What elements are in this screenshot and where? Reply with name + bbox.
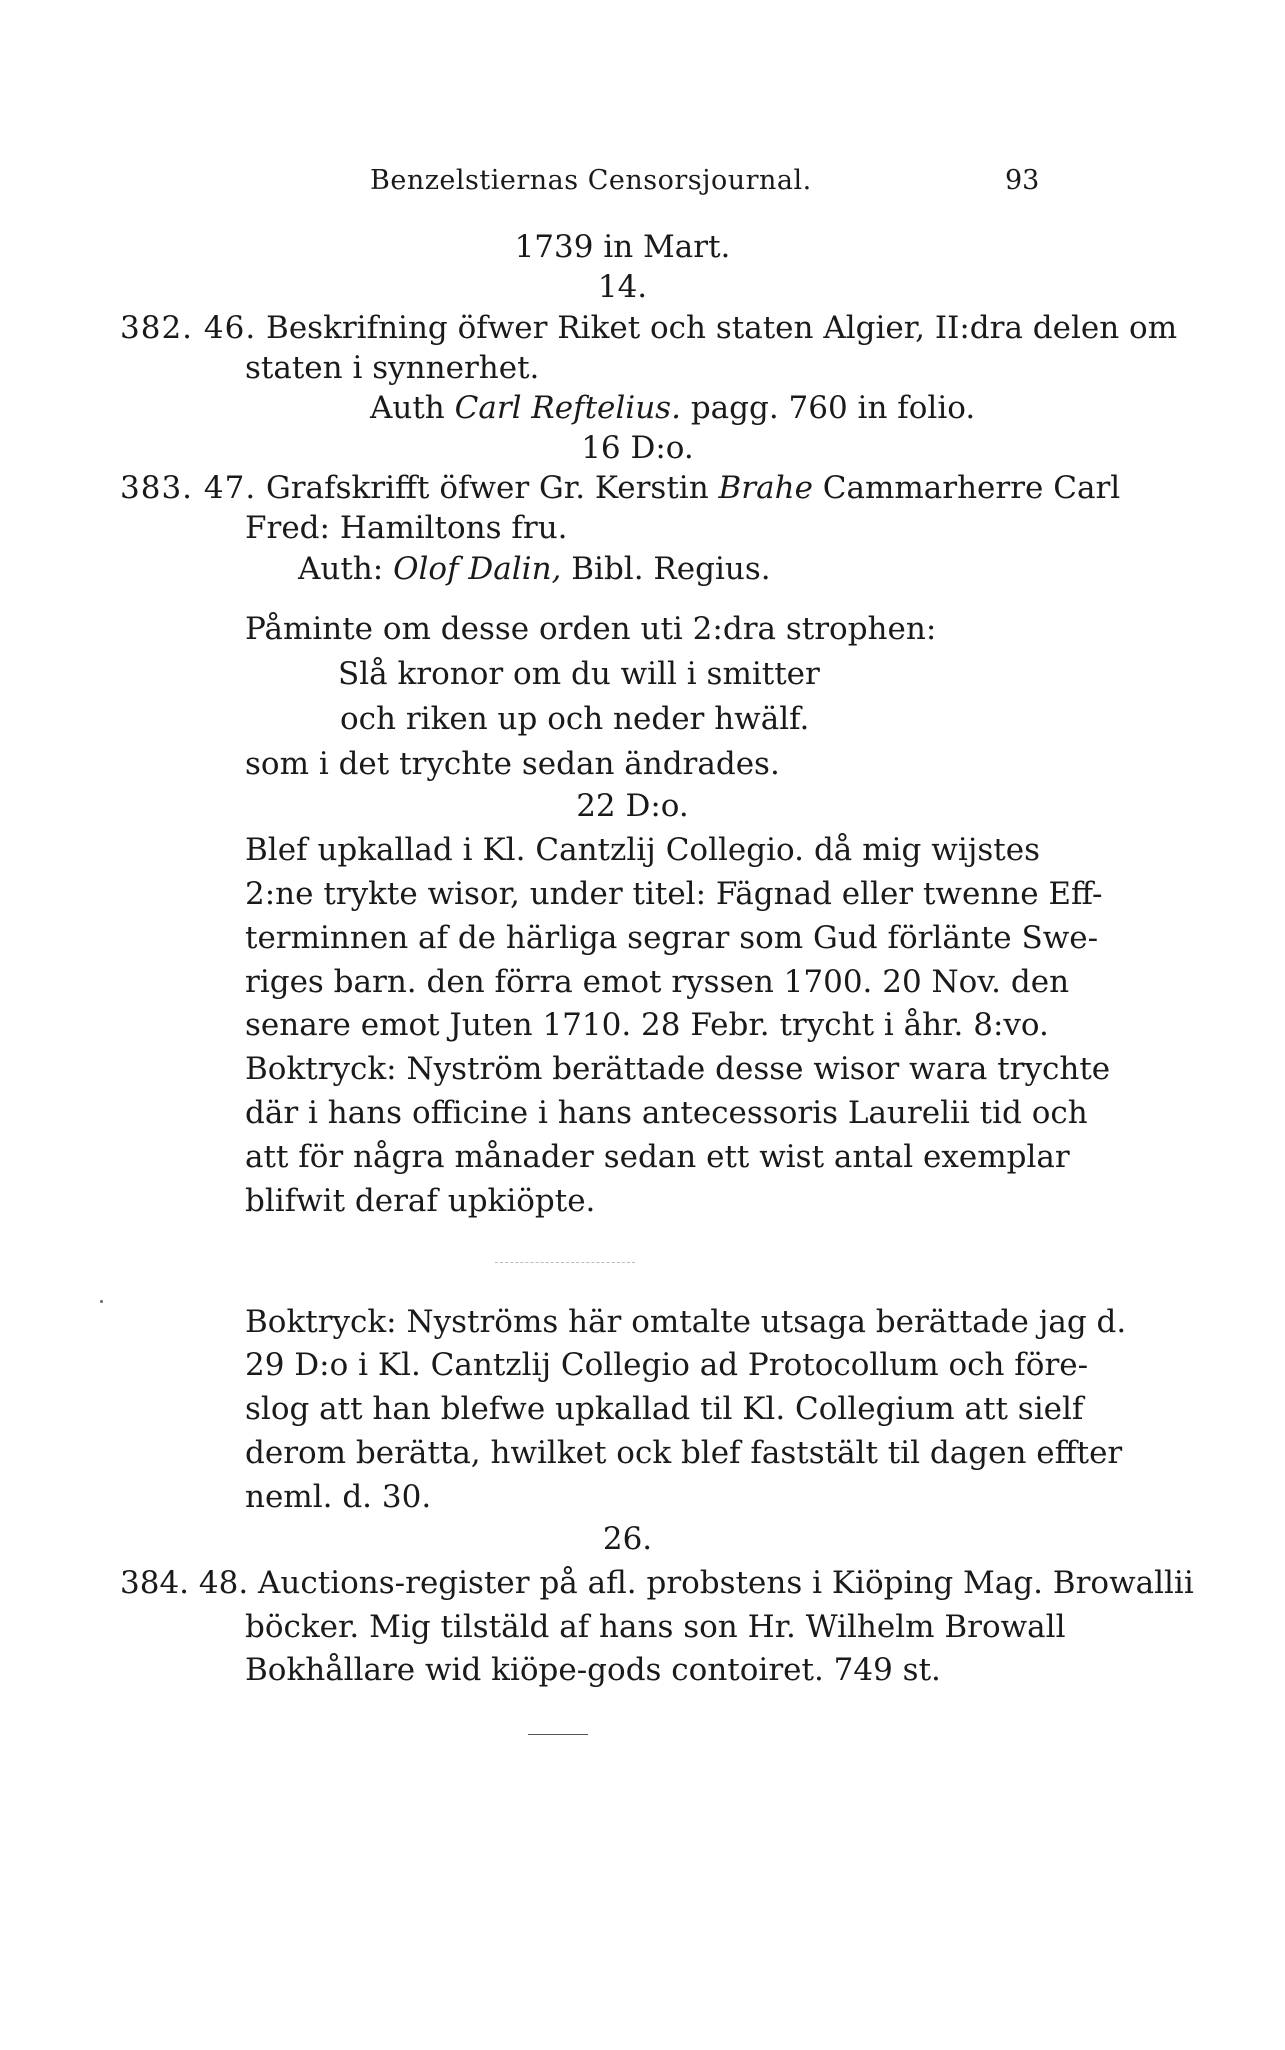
entry-383-remark: Påminte om desse orden uti 2:dra strophen: (245, 611, 937, 647)
para-22-line: där i hans officine i hans antecessoris Laurelii tid och (245, 1095, 1088, 1131)
entry-383-auth-prefix: Auth: (298, 551, 384, 587)
para-22-line: Blef upkallad i Kl. Cantzlij Collegio. då mig wijstes (245, 832, 1040, 868)
para-29-line: slog att han blefwe upkallad til Kl. Collegium att sielf (245, 1391, 1084, 1427)
end-rule (528, 1734, 588, 1735)
para-22-line: riges barn. den förra emot ryssen 1700. 20 Nov. den (245, 964, 1070, 1000)
entry-383-author-line (298, 550, 771, 588)
para-22-line: Boktryck: Nyström berättade desse wisor wara trychte (245, 1051, 1111, 1087)
para-22-line: senare emot Juten 1710. 28 Febr. trycht i åhr. 8:vo. (245, 1007, 1049, 1043)
entry-382-auth-prefix: Auth (370, 390, 445, 426)
para-29-line: derom berätta, hwilket ock blef faststält til dagen effter (245, 1435, 1123, 1471)
entry-383-name: Brahe (718, 470, 813, 506)
para-22-line: 2:ne trykte wisor, under titel: Fägnad eller twenne Eff- (245, 876, 1103, 912)
day-heading-14: 14. (597, 269, 648, 305)
entry-382-number: 382. 46. (120, 310, 257, 346)
separator-rule (495, 1262, 635, 1263)
para-22-last-line: blifwit deraf upkiöpte. (245, 1183, 596, 1219)
day-heading-26: 26. (602, 1521, 653, 1557)
entry-384-line-2: böcker. Mig tilstäld af hans son Hr. Wilhelm Browall (245, 1609, 1066, 1645)
entry-383-line-2: Fred: Hamiltons fru. (245, 510, 568, 546)
entry-383-library: Bibl. Regius. (571, 551, 771, 587)
entry-383-number: 383. 47. (120, 470, 257, 506)
day-heading-16: 16 D:o. (581, 430, 694, 466)
entry-382-line-1 (120, 309, 1178, 347)
margin-dot (100, 1300, 103, 1303)
date-heading: 1739 in Mart. (514, 229, 731, 265)
para-22-line: terminnen af de härliga segrar som Gud förlänte Swe- (245, 920, 1099, 956)
entry-382-author: Carl Reftelius. (454, 390, 681, 426)
page-header (0, 165, 1285, 205)
para-29-line: Boktryck: Nyströms här omtalte utsaga berättade jag d. (245, 1304, 1127, 1340)
entry-383-line-1 (120, 469, 1121, 507)
entry-383-verse-1: Slå kronor om du will i smitter (338, 656, 820, 692)
entry-383-title-a: Grafskrifft öfwer Gr. Kerstin (266, 470, 709, 506)
entry-384-line-3: Bokhållare wid kiöpe-gods contoiret. 749 st. (245, 1652, 941, 1688)
entry-383-remark-end: som i det trychte sedan ändrades. (245, 746, 780, 782)
entry-382-pages: pagg. 760 in folio. (690, 390, 976, 426)
running-title: Benzelstiernas Censorsjournal. (370, 165, 812, 196)
entry-384-line-1: 384. 48. Auctions-register på afl. probstens i Kiöping Mag. Browallii (120, 1565, 1194, 1601)
entry-383-verse-2: och riken up och neder hwälf. (340, 701, 810, 737)
page-number: 93 (1005, 165, 1040, 196)
para-22-line: att för några månader sedan ett wist antal exemplar (245, 1139, 1070, 1175)
entry-383-author: Olof Dalin, (393, 551, 562, 587)
entry-383-title-b: Cammarherre Carl (822, 470, 1121, 506)
para-29-last-line: neml. d. 30. (245, 1479, 432, 1515)
day-heading-22: 22 D:o. (576, 788, 689, 824)
entry-382-author-line (370, 389, 975, 427)
entry-382-line-2: staten i synnerhet. (245, 350, 540, 386)
para-29-line: 29 D:o i Kl. Cantzlij Collegio ad Protocollum och före- (245, 1347, 1089, 1383)
entry-382-title: Beskrifning öfwer Riket och staten Algier, II:dra delen om (266, 310, 1178, 346)
